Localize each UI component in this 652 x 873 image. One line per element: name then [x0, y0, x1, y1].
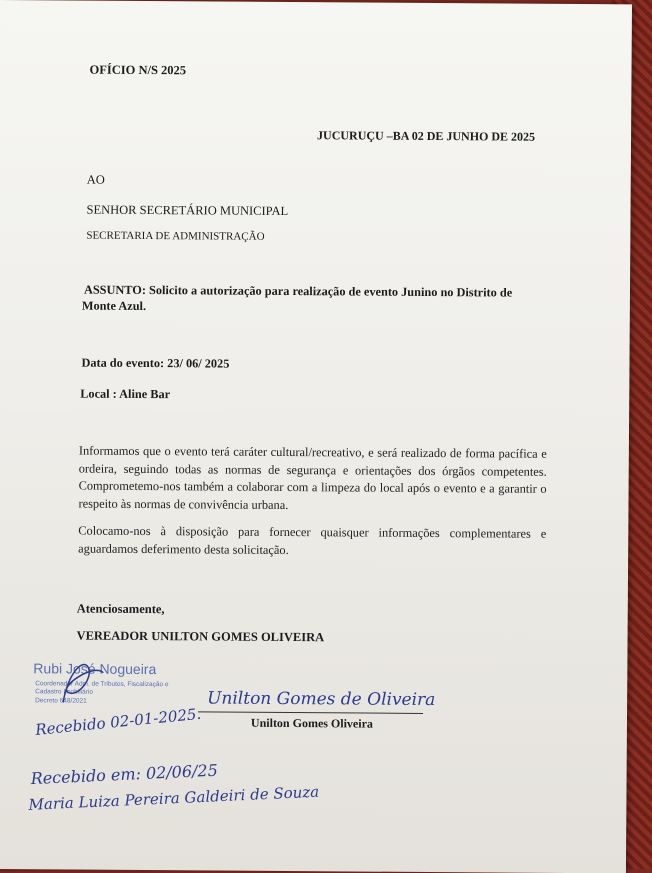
recipient-to: AO	[86, 172, 105, 187]
signer-title: VEREADOR UNILTON GOMES OLIVEIRA	[76, 628, 325, 645]
subject-label: ASSUNTO:	[83, 282, 146, 298]
subject-line	[84, 283, 512, 301]
stamp-line-2: Cadastro Imobiliário	[35, 688, 94, 696]
subject-text: Solicito a autorização para realização de evento Junino no Distrito de	[148, 283, 513, 300]
stamp-name: Rubi José Nogueira	[33, 660, 157, 678]
closing-regards: Atenciosamente,	[76, 601, 165, 617]
stamp-signature-scribble	[53, 652, 113, 712]
recipient-title: SENHOR SECRETÁRIO MUNICIPAL	[86, 202, 289, 219]
event-date-label: Data do evento:	[81, 355, 165, 371]
oficio-number: OFÍCIO N/S 2025	[89, 62, 187, 78]
stamp-line-3: Decreto 648/2021	[35, 697, 87, 705]
handwritten-signature: Unilton Gomes de Oliveira	[207, 688, 436, 711]
signature-line	[198, 711, 423, 714]
stamp-line-1: Coordenador Adm. de Tributos, Fiscalização e	[35, 680, 169, 689]
signer-name: Unilton Gomes Oliveira	[250, 715, 374, 731]
received-note-2: Recebido em: 02/06/25	[30, 760, 219, 789]
recipient-department: SECRETARIA DE ADMINISTRAÇÃO	[86, 229, 265, 243]
body-paragraph-1: Informamos que o evento terá caráter cultural/recreativo, e será realizado de forma pacífica e ordeira, seguindo todas as normas de segurança e orientações dos órgãos competentes. Comprometemo-nos também a colaborar com a limpeza do local após o evento e a garantir o respeito às normas de convivência urbana.	[78, 443, 547, 512]
event-date	[81, 356, 229, 372]
event-date-value: 23/ 06/ 2025	[167, 356, 230, 371]
subject-text-cont: Monte Azul.	[81, 298, 147, 314]
received-note-1: Recebido 02-01-2025.	[34, 704, 202, 739]
body-paragraph-2: Colocamo-nos à disposição para fornecer quaisquer informações complementares e aguardamos deferimento desta solicitação.	[78, 523, 547, 557]
event-place	[80, 387, 170, 403]
event-place-value: Aline Bar	[119, 386, 171, 402]
event-place-label: Local :	[80, 386, 117, 401]
location-date: JUCURUÇU –BA 02 DE JUNHO DE 2025	[317, 128, 536, 144]
receiver-name: Maria Luiza Pereira Galdeiri de Souza	[28, 782, 320, 814]
